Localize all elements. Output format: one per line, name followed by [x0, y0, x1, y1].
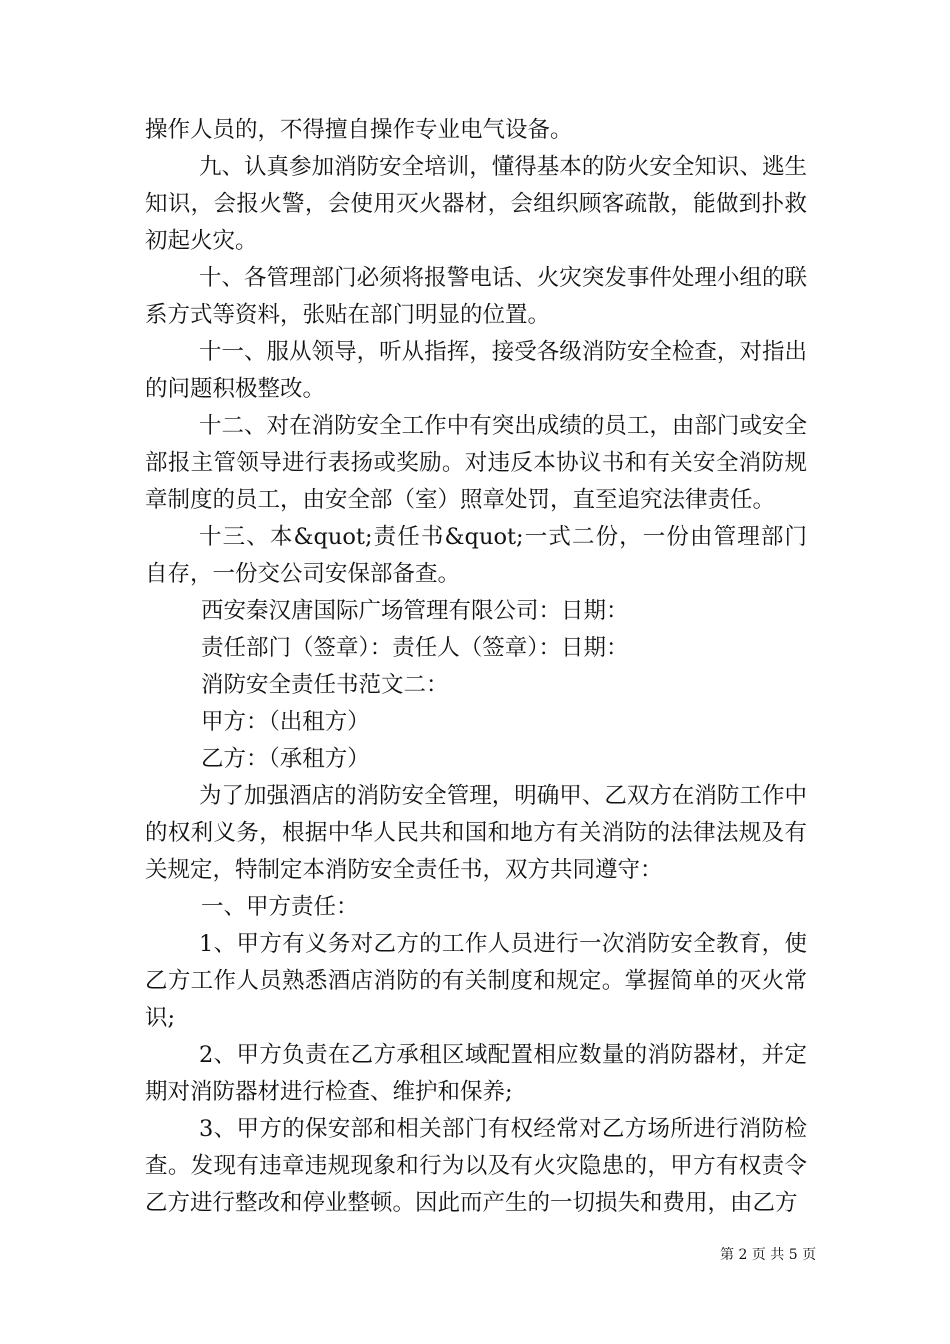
- paragraph: 十二、对在消防安全工作中有突出成绩的员工，由部门或安全部报主管领导进行表扬或奖励。对违反本协议书和有关安全消防规章制度的员工，由安全部（室）照章处罚，直至追究法律责任。: [145, 413, 807, 513]
- paragraph: 2、甲方负责在乙方承租区域配置相应数量的消防器材，并定期对消防器材进行检查、维护和保养;: [145, 1042, 807, 1105]
- page-footer: 第 2 页 共 5 页: [720, 1247, 817, 1263]
- paragraph: 1、甲方有义务对乙方的工作人员进行一次消防安全教育，使乙方工作人员熟悉酒店消防的有关制度和规定。掌握简单的灭火常识;: [145, 931, 807, 1031]
- party-a-line: 甲方：（出租方）: [201, 709, 370, 735]
- paragraph: 十一、服从领导，听从指挥，接受各级消防安全检查，对指出的问题积极整改。: [145, 339, 807, 402]
- paragraph: 为了加强酒店的消防安全管理，明确甲、乙双方在消防工作中的权利义务，根据中华人民共和国和地方有关消防的法律法规及有关规定，特制定本消防安全责任书，双方共同遵守：: [145, 783, 807, 883]
- paragraph: 操作人员的，不得擅自操作专业电气设备。: [145, 117, 573, 143]
- paragraph: 十、各管理部门必须将报警电话、火灾突发事件处理小组的联系方式等资料，张贴在部门明显的位置。: [145, 265, 807, 328]
- subsection-heading: 一、甲方责任：: [201, 894, 359, 920]
- document-body: [145, 112, 807, 1222]
- section-heading: 消防安全责任书范文二：: [201, 672, 449, 698]
- paragraph: 九、认真参加消防安全培训，懂得基本的防火安全知识、逃生知识，会报火警，会使用灭火器材，会组织顾客疏散，能做到扑救初起火灾。: [145, 154, 807, 254]
- signature-department-line: 责任部门（签章）：责任人（签章）：日期：: [201, 635, 629, 661]
- paragraph: 3、甲方的保安部和相关部门有权经常对乙方场所进行消防检查。发现有违章违规现象和行为以及有火灾隐患的，甲方有权责令乙方进行整改和停业整顿。因此而产生的一切损失和费用，由乙方: [145, 1116, 807, 1216]
- paragraph: 十三、本&quot;责任书&quot;一式二份，一份由管理部门自存，一份交公司安保部备查。: [145, 524, 807, 587]
- signature-company-line: 西安秦汉唐国际广场管理有限公司：日期：: [201, 598, 629, 624]
- party-b-line: 乙方：（承租方）: [201, 746, 370, 772]
